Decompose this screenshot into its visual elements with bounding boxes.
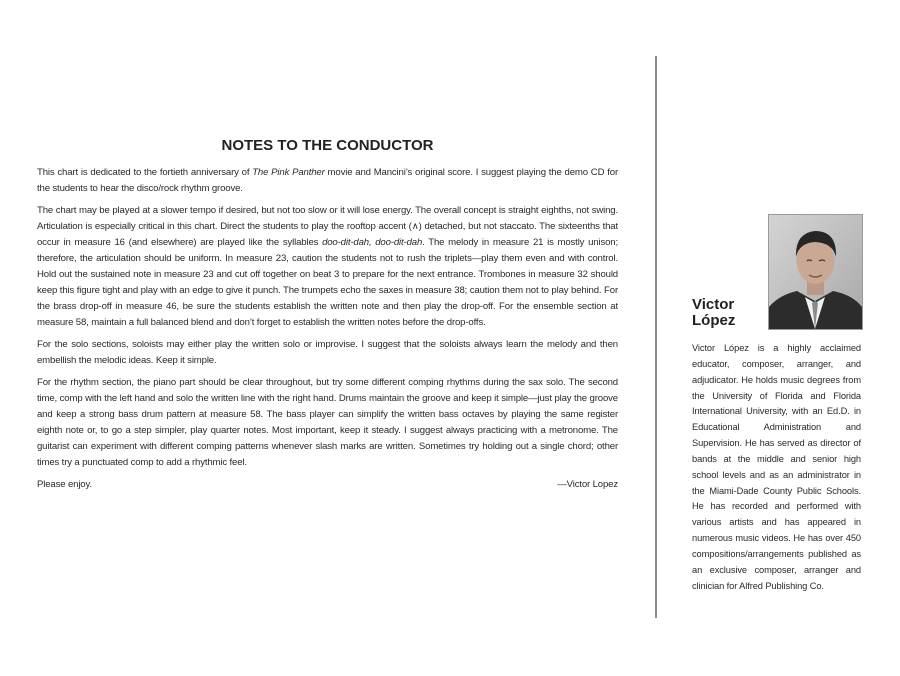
closing-line: Please enjoy. — [37, 479, 92, 491]
vertical-divider — [655, 56, 657, 618]
author-photo — [768, 214, 863, 330]
notes-paragraph-2: The chart may be played at a slower tempo if desired, but not too slow or it will lose energy. The overall concept is straight eighths, not swing. Articulation is especially critical in this chart. Direct the students to play the rooftop accent (∧) detached, but not staccato. The sixteenths that occur in measure 16 (and elsewhere) are played like the syllables doo-dit-dah, doo-dit-dah. The melody in measure 21 is mostly unison; therefore, the articulation should be uniform. In measure 23, caution the students not to rush the triplets—play them even and with control. Hold out the sustained note in measure 23 and cut off together on beat 3 to prepare for the next entrance. Trombones in measure 32 should keep this figure tight and play with an edge to give it punch. The trumpets echo the saxes in measure 38; caution them not to play behind. For the brass drop-off in measure 46, be sure the students establish the written note and then play the drop-off. For the ensemble section at measure 58, maintain a full balanced blend and don’t forget to establish the written notes before the drop-offs. — [37, 205, 618, 328]
conductor-notes — [37, 138, 618, 493]
author-name — [692, 297, 735, 329]
author-last-name: López — [692, 312, 736, 329]
author-first-name: Victor — [692, 296, 735, 313]
notes-closing — [37, 477, 618, 493]
signature: —Victor Lopez — [557, 479, 618, 491]
portrait-image — [769, 215, 862, 329]
notes-paragraph-4: For the rhythm section, the piano part should be clear throughout, but try some different comping rhythms during the sax solo. The second time, comp with the left hand and solo the written line with the right hand. Drums maintain the groove and keep it simple—just play the groove and keep a strong bass drum pattern at measure 58. The bass player can simplify the written bass octaves by playing the same register eighth note or, to go a step simpler, play quarter notes. Most important, keep it steady. I suggest always practicing with a metronome. The guitarist can experiment with different comping patterns whenever slash marks are written. Sometimes try holding out a single chord; other times try a punctuated comp to add a rhythmic feel. — [37, 377, 618, 468]
author-bio: Victor López is a highly acclaimed educator, composer, arranger, and adjudicator. He holds music degrees from the University of Florida and Florida International University, with an Ed.D. in Educational Administration and Supervision. He has served as director of bands at the middle and senior high school levels and as an administrator in the Miami-Dade County Public Schools. He has recorded and performed with various artists and has appeared in numerous music videos. He has over 450 compositions/arrangements published as an exclusive composer, arranger and clinician for Alfred Publishing Co. — [692, 343, 861, 591]
notes-paragraph-1: This chart is dedicated to the fortieth anniversary of The Pink Panther movie and Mancini’s original score. I suggest playing the demo CD for the students to hear the disco/rock rhythm groove. — [37, 166, 618, 194]
notes-paragraph-3: For the solo sections, soloists may either play the written solo or improvise. I suggest that the soloists always learn the melody and then embellish the melodic ideas. Keep it simple. — [37, 338, 618, 366]
notes-title: NOTES TO THE CONDUCTOR — [221, 137, 434, 154]
